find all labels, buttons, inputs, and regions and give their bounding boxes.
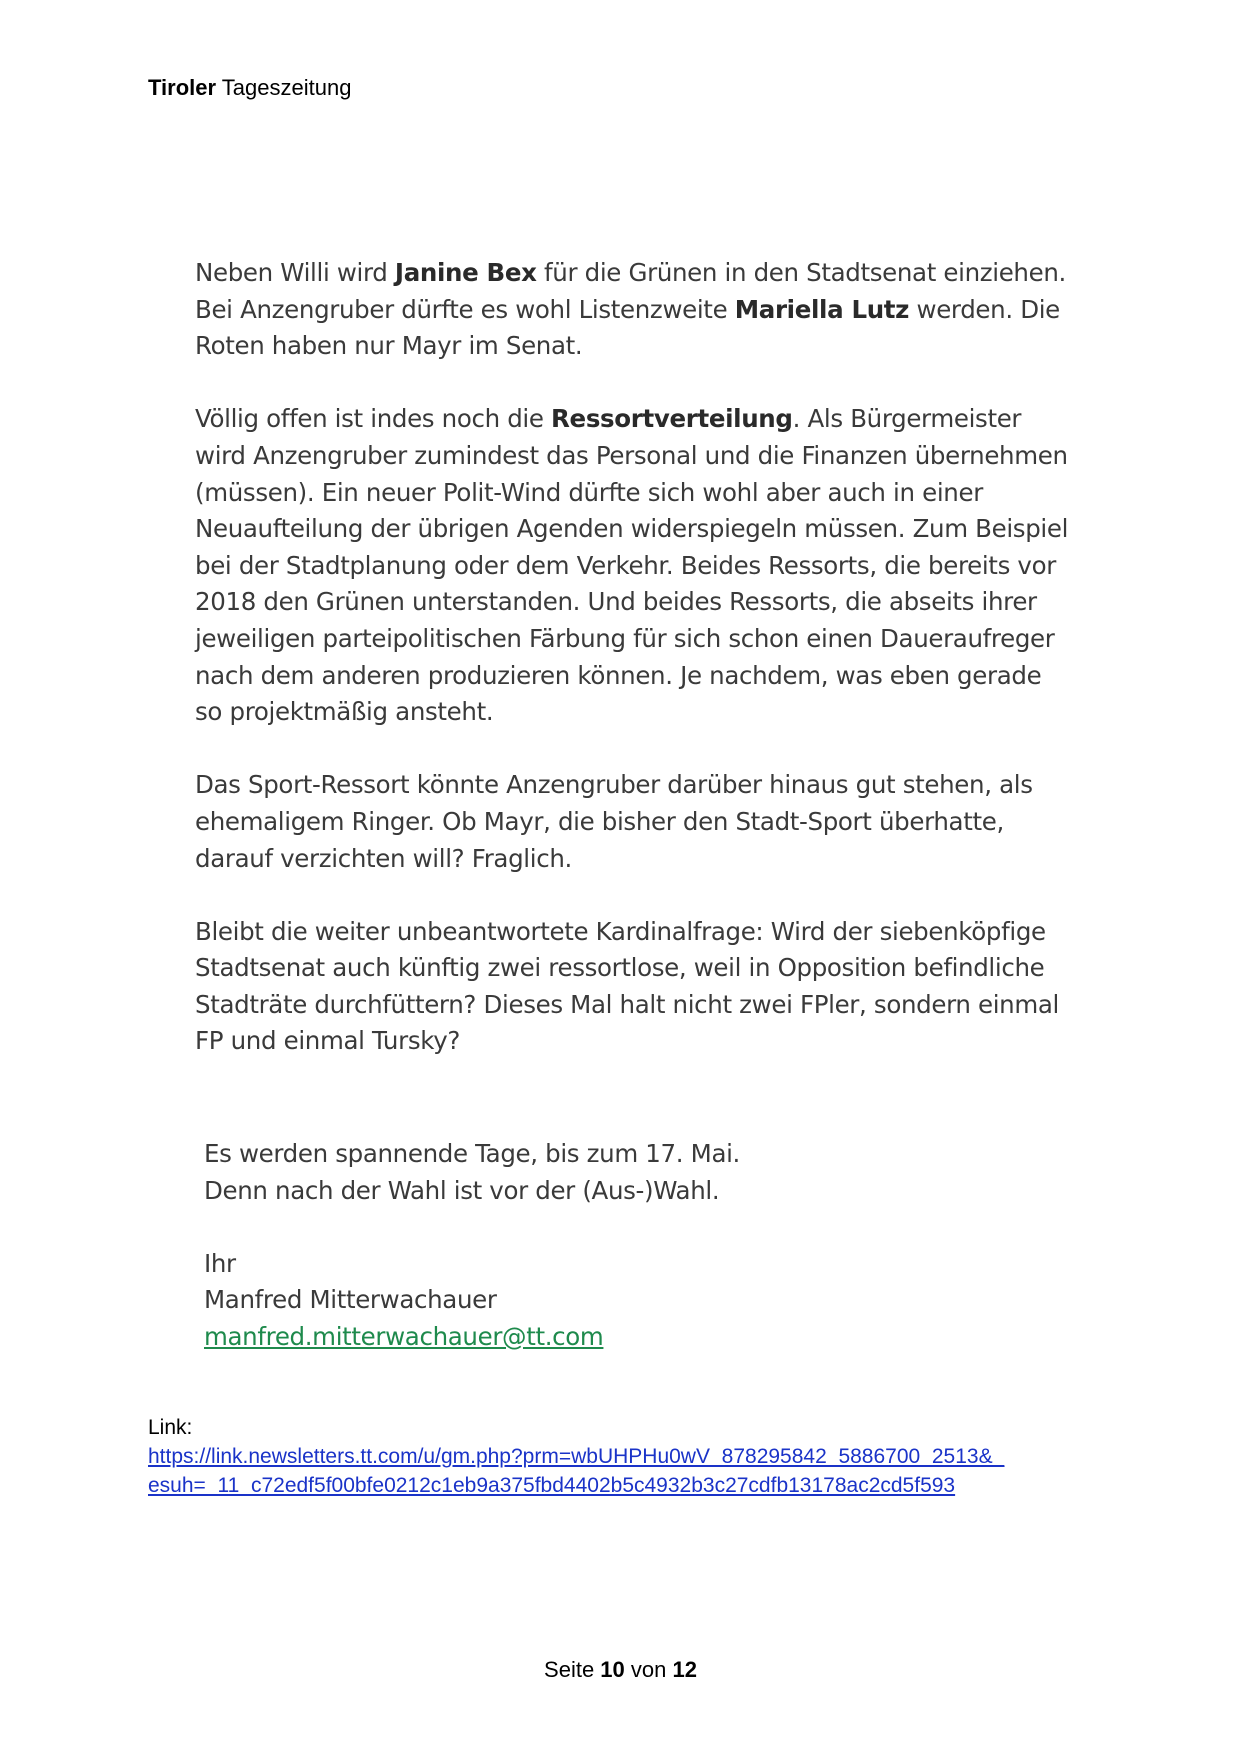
newsletter-url-link[interactable] [148, 1442, 1108, 1500]
paragraph-sport: Das Sport-Ressort könnte Anzengruber darüber hinaus gut stehen, als ehemaligem Ringer. Ob Mayr, die bisher den Stadt-Sport überhatte, darauf verzichten will? Fraglich. [195, 770, 1033, 873]
closing-line-1: Es werden spannende Tage, bis zum 17. Mai. [204, 1139, 741, 1168]
paragraph-ressortverteilung [195, 401, 1075, 730]
author-email-link[interactable]: manfred.mitterwachauer@tt.com [204, 1321, 604, 1351]
url-line-2: esuh=_11_c72edf5f00bfe0212c1eb9a375fbd4402b5c4932b3c27cdfb13178ac2cd5f593 [148, 1474, 956, 1497]
link-section [148, 1413, 1108, 1500]
brand-name-bold: Tiroler [148, 75, 217, 100]
closing-line-2: Denn nach der Wahl ist vor der (Aus-)Wahl. [204, 1175, 720, 1205]
brand-name-regular: Tageszeitung [221, 75, 352, 100]
author-name: Manfred Mitterwachauer [204, 1285, 497, 1315]
salutation: Ihr [204, 1248, 236, 1278]
footer-middle: von [624, 1657, 673, 1682]
text-segment: Neben Willi wird [195, 258, 395, 287]
text-segment: Völlig offen ist indes noch die [195, 404, 552, 434]
newspaper-header [148, 74, 351, 102]
article-body [195, 255, 1075, 1097]
bold-name-janine-bex: Janine Bex [394, 258, 537, 287]
closing-block [204, 1136, 1064, 1392]
footer-prefix: Seite [544, 1657, 601, 1682]
total-page-count: 12 [672, 1657, 697, 1682]
link-label: Link: [148, 1416, 193, 1439]
paragraph-kardinalfrage: Bleibt die weiter unbeantwortete Kardinalfrage: Wird der siebenköpfige Stadtsenat auch künftig zwei ressortlose, weil in Opposition befindliche Stadträte durchfüttern? Dieses Mal halt nicht zwei FPler, sondern einmal FP und einmal Tursky? [195, 916, 1059, 1056]
paragraph-senate [195, 255, 1075, 365]
closing-lines [204, 1136, 1064, 1209]
signature [204, 1246, 1064, 1356]
current-page-number: 10 [600, 1657, 625, 1682]
text-segment: für die Grünen in den Stadtsenat einziehen. Bei Anzengruber dürfte es wohl Listenzweite [195, 258, 1066, 324]
text-segment: . Als Bürgermeister wird Anzengruber zumindest das Personal und die Finanzen übernehmen (müssen). Ein neuer Polit-Wind dürfte sich wohl aber auch in einer Neuaufteilung der übrigen Agenden widerspiegeln müssen. Zum Beispiel bei der Stadtplanung oder dem Verkehr. Beides Ressorts, die bereits vor 2018 den Grünen unterstanden. Und beides Ressorts, die abseits ihrer jeweiligen parteipolitischen Färbung für sich schon einen Daueraufreger nach dem anderen produzieren können. Je nachdem, was eben gerade so projektmäßig ansteht. [195, 404, 1069, 727]
text-segment: werden. Die Roten haben nur Mayr im Senat. [195, 294, 1060, 361]
bold-name-mariella-lutz: Mariella Lutz [734, 294, 910, 324]
page-footer [0, 1656, 1241, 1684]
url-line-1: https://link.newsletters.tt.com/u/gm.php?prm=wbUHPHu0wV_878295842_5886700_2513&_ [148, 1445, 1005, 1468]
bold-term-ressortverteilung: Ressortverteilung [551, 404, 793, 434]
